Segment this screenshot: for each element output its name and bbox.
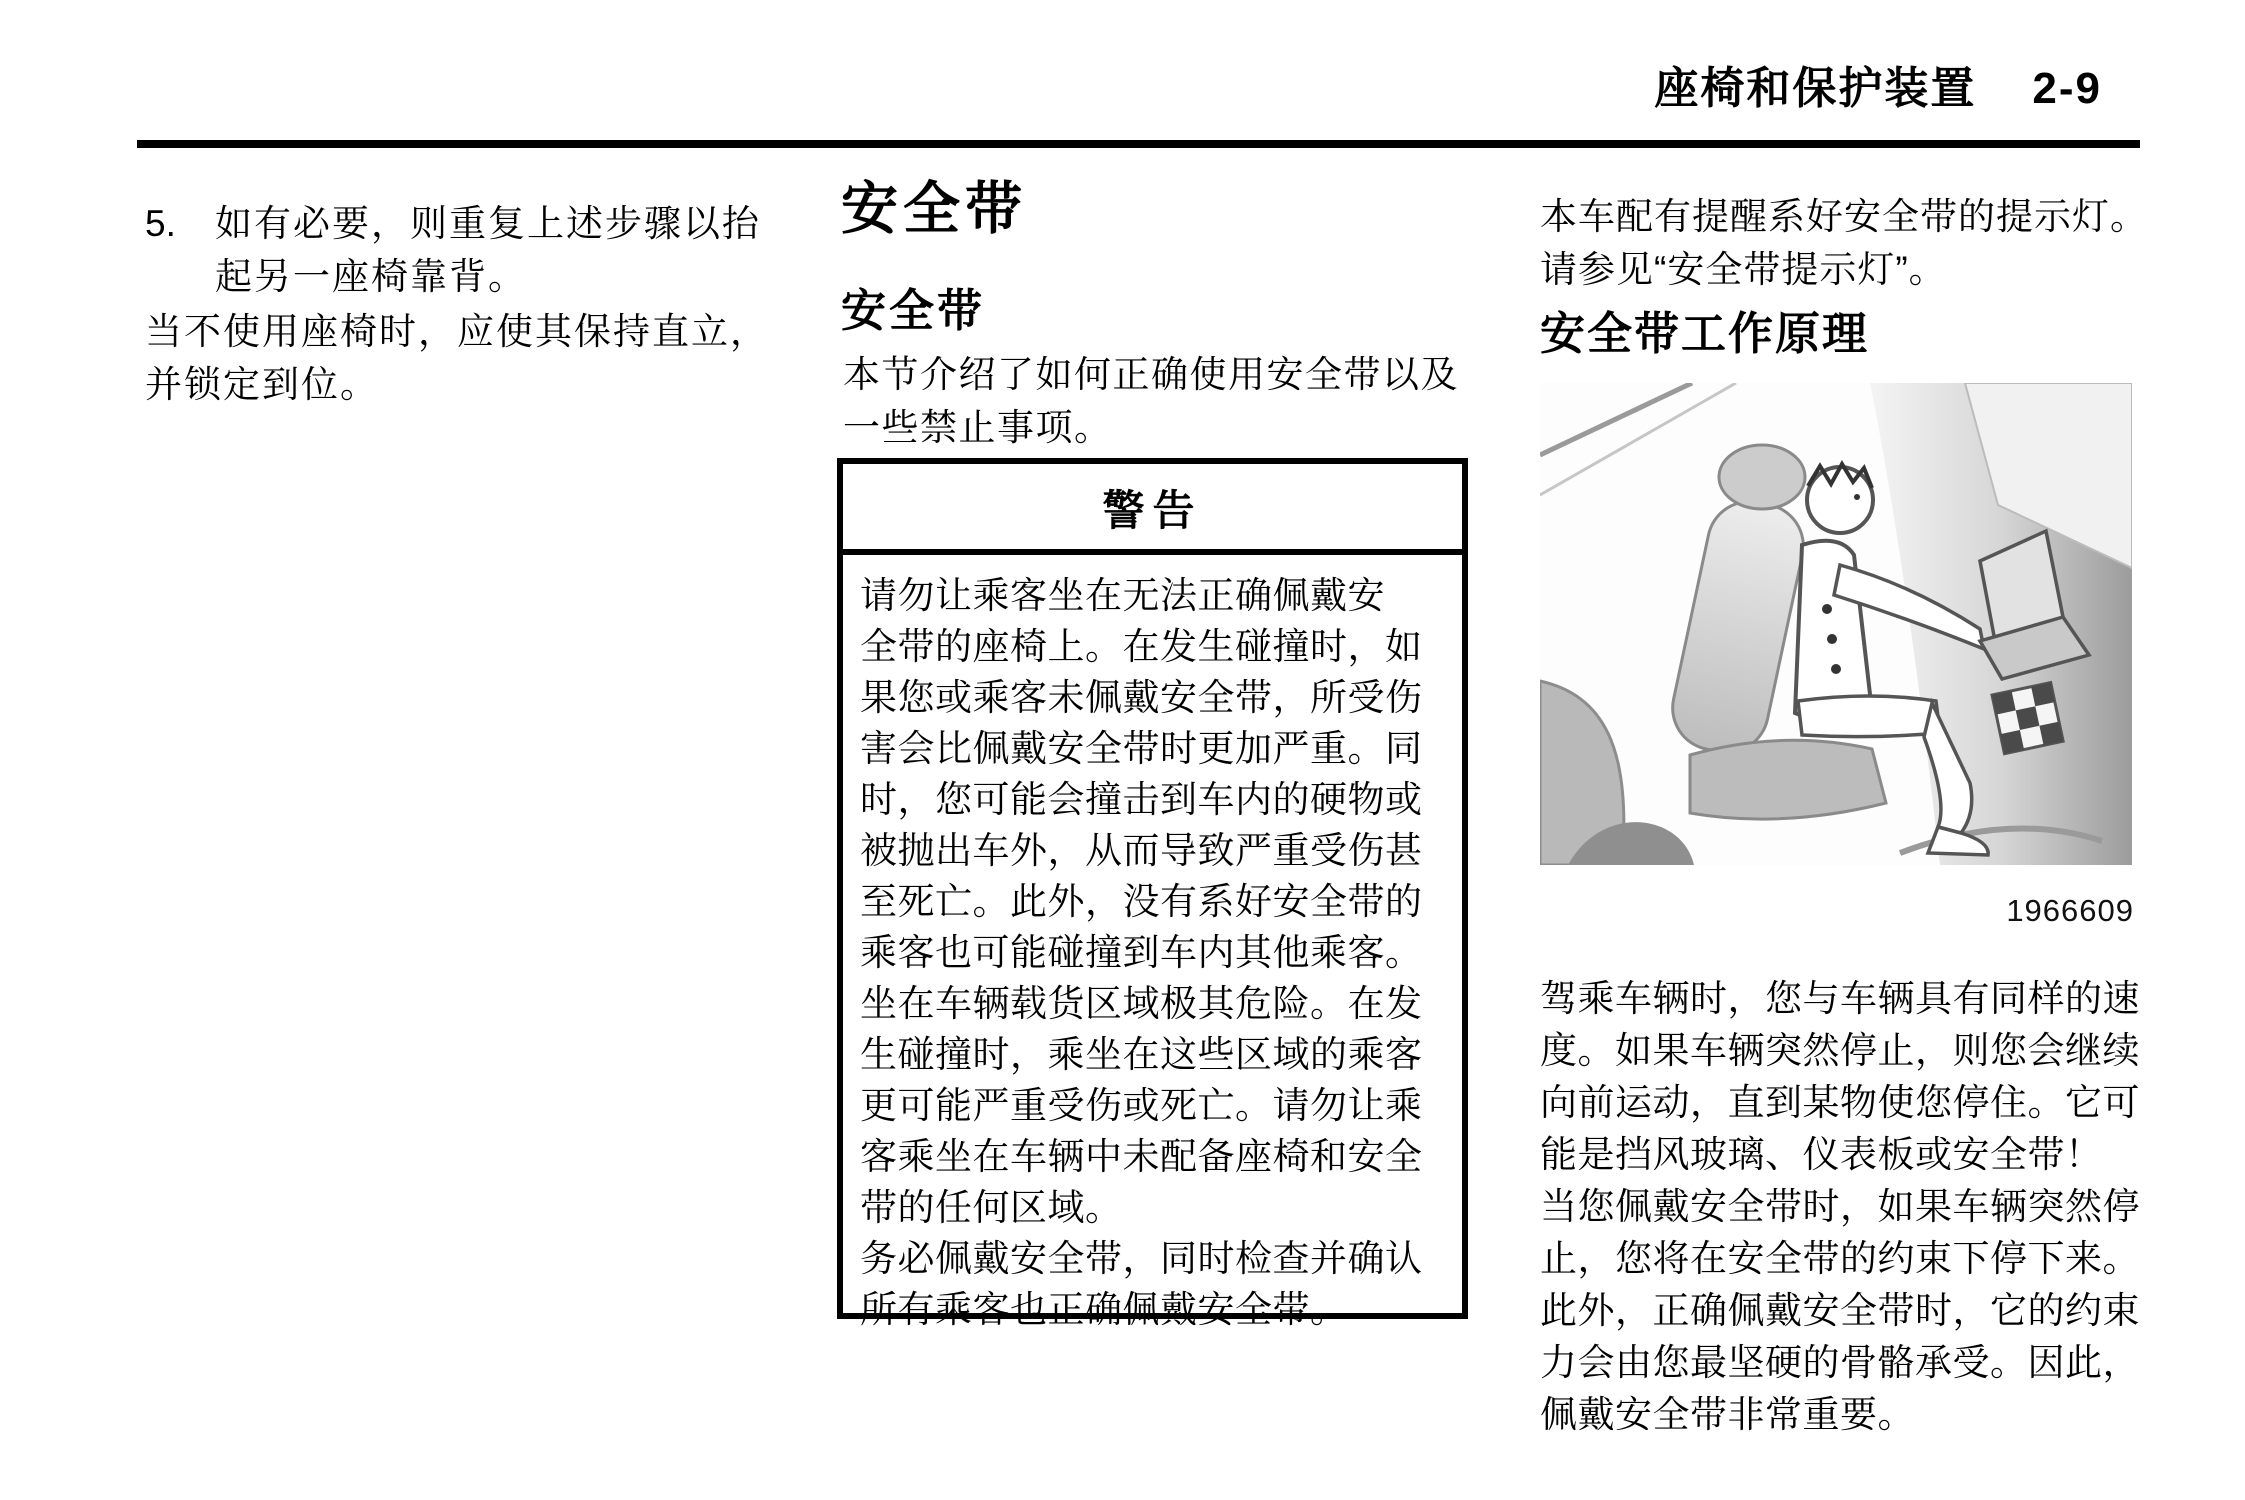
text-line: 本车配有提醒系好安全带的提示灯。	[1540, 196, 2148, 237]
figure-number: 1966609	[2006, 893, 2134, 928]
text-line: 当不使用座椅时，应使其保持直立，	[145, 311, 769, 352]
step-text	[215, 197, 761, 303]
step-number: 5.	[145, 203, 176, 244]
text-line: 时，您可能会撞击到车内的硬物或	[860, 779, 1423, 820]
subsection-title-seatbelts: 安全带	[841, 285, 986, 336]
text-line: 驾乘车辆时，您与车辆具有同样的速	[1540, 978, 2140, 1019]
header-rule	[137, 140, 2140, 148]
text-line: 请勿让乘客坐在无法正确佩戴安	[860, 575, 1385, 616]
text-line: 请参见“安全带提示灯”。	[1540, 249, 1947, 290]
checkered-patch	[1992, 683, 2063, 754]
car-seat-occupant-drawing	[1540, 383, 2132, 865]
text-line: 带的任何区域。	[860, 1187, 1123, 1228]
subsection-title-how-seatbelts-work: 安全带工作原理	[1540, 308, 1870, 359]
text-line: 一些禁止事项。	[843, 407, 1113, 448]
text-line: 乘客也可能碰撞到车内其他乘客。	[860, 932, 1423, 973]
page-header	[1654, 52, 2102, 116]
text-line: 本节介绍了如何正确使用安全带以及	[843, 354, 1459, 395]
seatbelt-principle-illustration	[1540, 383, 2132, 865]
text-line: 至死亡。此外，没有系好安全带的	[860, 881, 1423, 922]
text-line: 并锁定到位。	[145, 364, 379, 405]
text-line: 坐在车辆载货区域极其危险。在发	[860, 983, 1423, 1024]
text-line: 果您或乘客未佩戴安全带，所受伤	[860, 677, 1423, 718]
text-line: 佩戴安全带非常重要。	[1540, 1394, 1915, 1435]
warning-box	[837, 458, 1468, 1330]
text-line: 起另一座椅靠背。	[215, 256, 527, 297]
warning-box-title: 警告	[843, 464, 1462, 555]
text-line: 向前运动，直到某物使您停住。它可	[1540, 1082, 2140, 1123]
text-line: 如有必要，则重复上述步骤以抬	[215, 203, 761, 244]
text-line: 当您佩戴安全带时，如果车辆突然停	[1540, 1186, 2140, 1227]
text-line: 能是挡风玻璃、仪表板或安全带！	[1540, 1134, 2103, 1175]
text-line: 务必佩戴安全带，同时检查并确认	[860, 1238, 1423, 1279]
section-title-seatbelts: 安全带	[841, 177, 1027, 241]
warning-box-body	[843, 555, 1462, 1335]
header-page-number: 2-9	[2032, 64, 2102, 113]
text-line: 全带的座椅上。在发生碰撞时，如	[860, 626, 1423, 667]
reminder-light-paragraph	[1540, 190, 2148, 296]
text-line: 度。如果车辆突然停止，则您会继续	[1540, 1030, 2140, 1071]
left-paragraph	[145, 305, 769, 411]
text-line: 害会比佩戴安全带时更加严重。同	[860, 728, 1423, 769]
text-line: 生碰撞时，乘坐在这些区域的乘客	[860, 1034, 1423, 1075]
text-line: 被抛出车外，从而导致严重受伤甚	[860, 830, 1423, 871]
header-section-title: 座椅和保护装置	[1654, 64, 1977, 113]
text-line: 更可能严重受伤或死亡。请勿让乘	[860, 1085, 1423, 1126]
text-line: 力会由您最坚硬的骨骼承受。因此，	[1540, 1342, 2140, 1383]
numbered-step-5	[145, 197, 761, 303]
how-seatbelts-work-paragraphs	[1540, 973, 2140, 1441]
text-line: 客乘坐在车辆中未配备座椅和安全	[860, 1136, 1423, 1177]
seatbelts-intro-paragraph	[843, 348, 1459, 454]
text-line: 此外，正确佩戴安全带时，它的约束	[1540, 1290, 2140, 1331]
text-line: 止，您将在安全带的约束下停下来。	[1540, 1238, 2140, 1279]
text-line: 所有乘客也正确佩戴安全带。	[860, 1289, 1348, 1330]
